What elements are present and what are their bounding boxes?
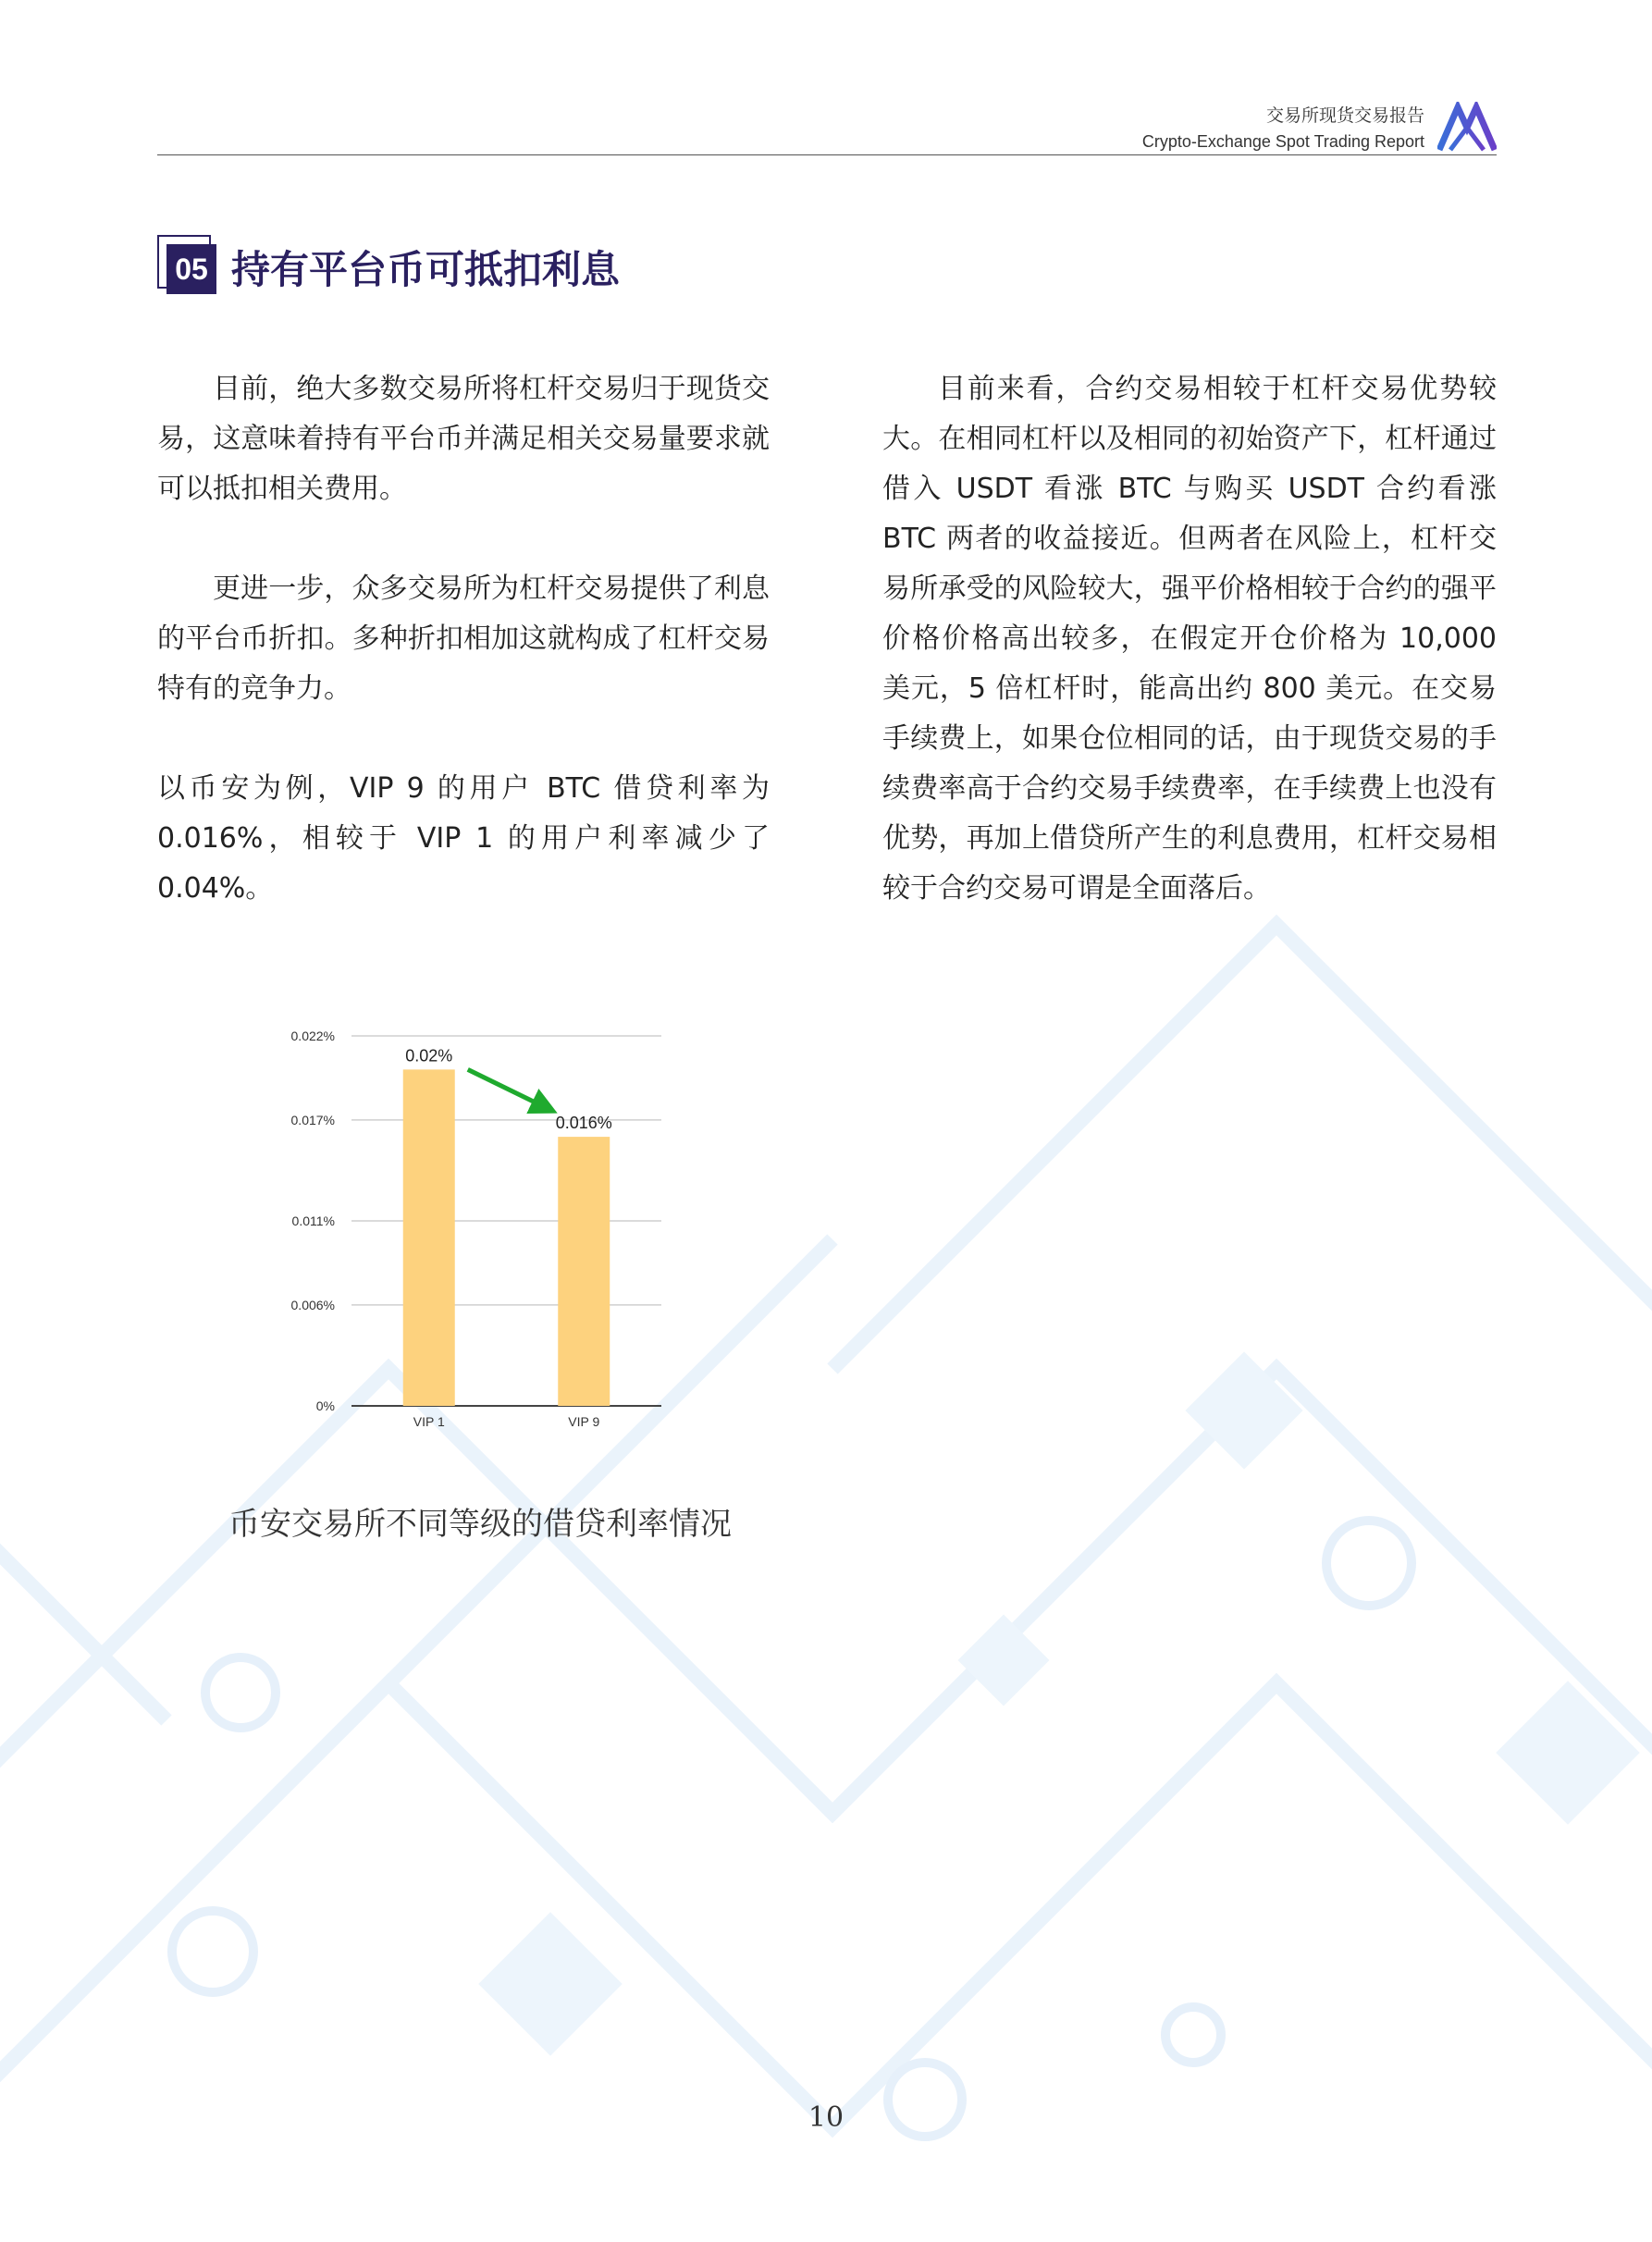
left-paragraph-1: 目前，绝大多数交易所将杠杆交易归于现货交易，这意味着持有平台币并满足相关交易量要求就可以抵扣相关费用。	[157, 373, 770, 505]
left-paragraph-2: 更进一步，众多交易所为杠杆交易提供了利息的平台币折扣。多种折扣相加这就构成了杠杆交易特有的竞争力。	[157, 573, 770, 705]
left-text-column	[157, 364, 770, 914]
y-tick-label: 0.022%	[290, 1029, 335, 1043]
y-tick-label: 0.011%	[291, 1213, 335, 1228]
x-tick-label: VIP 9	[568, 1414, 600, 1429]
header-divider	[157, 154, 1497, 155]
right-text-column	[882, 364, 1497, 914]
mountain-logo-icon	[1437, 102, 1497, 152]
left-paragraph-3-line-1: 以币安为例，VIP 9 的用户 BTC 借贷利率为	[157, 772, 770, 805]
y-tick-label: 0.017%	[290, 1112, 335, 1127]
y-tick-label: 0.006%	[290, 1297, 335, 1312]
bar-data-label: 0.02%	[405, 1046, 453, 1066]
left-paragraph-3-line-2: 0.016%，相较于 VIP 1 的用户利率减少了 0.04%。	[157, 822, 770, 905]
lending-rate-bar-chart	[268, 1008, 694, 1452]
bar-vip-9	[558, 1137, 610, 1406]
section-number-badge: 05	[166, 244, 216, 294]
page-number: 10	[808, 2101, 844, 2134]
section-title: 持有平台币可抵扣利息	[231, 247, 621, 292]
report-title-chinese: 交易所现货交易报告	[1265, 105, 1424, 126]
chart-caption: 币安交易所不同等级的借贷利率情况	[228, 1506, 732, 1543]
y-tick-label: 0%	[315, 1398, 335, 1413]
right-paragraph-1: 目前来看，合约交易相较于杠杆交易优势较大。在相同杠杆以及相同的初始资产下，杠杆通过借入 USDT 看涨 BTC 与购买 USDT 合约看涨 BTC 两者的收益接近。但两者在风险上，杠杆交易所承受的风险较大，强平价格相较于合约的强平价格价格高出较多，在假定开仓价格为 10,000 美元，5 倍杠杆时，能高出约 800 美元。在交易手续费上，如果仓位相同的话，由于现货交易的手续费率高于合约交易手续费率，在手续费上也没有优势，再加上借贷所产生的利息费用，杠杆交易相较于合约交易可谓是全面落后。	[882, 373, 1497, 905]
bar-vip-1	[403, 1069, 455, 1406]
report-title-english: Crypto-Exchange Spot Trading Report	[1141, 132, 1424, 151]
x-tick-label: VIP 1	[413, 1414, 445, 1429]
bar-data-label: 0.016%	[555, 1114, 612, 1133]
decrease-arrow-icon	[468, 1069, 546, 1107]
